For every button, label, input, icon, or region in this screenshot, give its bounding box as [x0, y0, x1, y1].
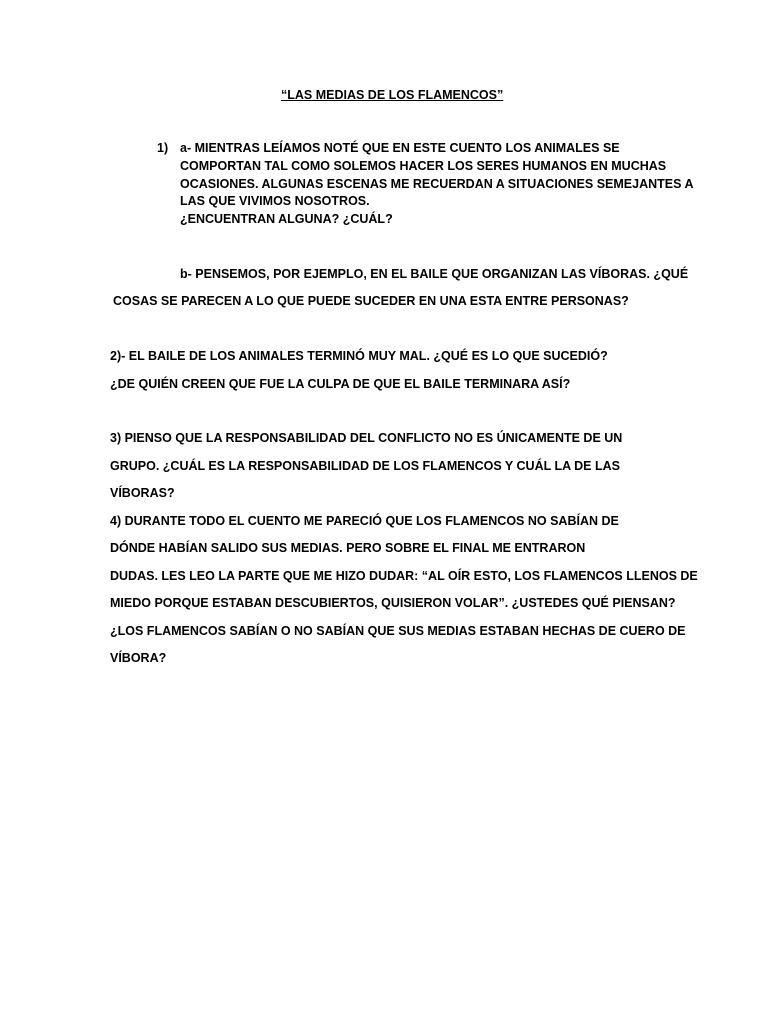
q1b-line-1: b- PENSEMOS, POR EJEMPLO, EN EL BAILE QUE ORGANIZAN LAS VÍBORAS. ¿QUÉ [180, 267, 689, 281]
q1a-line-1: a- MIENTRAS LEÍAMOS NOTÉ QUE EN ESTE CUENTO LOS ANIMALES SE [180, 141, 620, 155]
q1b-line-2: COSAS SE PARECEN A LO QUE PUEDE SUCEDER EN UNA ESTA ENTRE PERSONAS? [113, 294, 629, 308]
q1a-line-2: COMPORTAN TAL COMO SOLEMOS HACER LOS SERES HUMANOS EN MUCHAS [180, 159, 667, 173]
document-title: “LAS MEDIAS DE LOS FLAMENCOS” [281, 88, 504, 102]
q1a-line-4: LAS QUE VIVIMOS NOSOTROS. [180, 194, 370, 208]
q1a-line-3: OCASIONES. ALGUNAS ESCENAS ME RECUERDAN A SITUACIONES SEMEJANTES A [180, 177, 694, 191]
q2-line-2: ¿DE QUIÉN CREEN QUE FUE LA CULPA DE QUE EL BAILE TERMINARA ASÍ? [110, 377, 571, 391]
q4-line-1: 4) DURANTE TODO EL CUENTO ME PARECIÓ QUE LOS FLAMENCOS NO SABÍAN DE [110, 514, 619, 528]
q2-line-1: 2)- EL BAILE DE LOS ANIMALES TERMINÓ MUY MAL. ¿QUÉ ES LO QUE SUCEDIÓ? [110, 349, 608, 363]
q3-line-1: 3) PIENSO QUE LA RESPONSABILIDAD DEL CONFLICTO NO ES ÚNICAMENTE DE UN [110, 431, 623, 445]
q1-number: 1) [157, 141, 169, 155]
q4-line-6: VÍBORA? [110, 651, 167, 665]
q4-line-2: DÓNDE HABÍAN SALIDO SUS MEDIAS. PERO SOBRE EL FINAL ME ENTRARON [110, 541, 586, 555]
q3-line-2: GRUPO. ¿CUÁL ES LA RESPONSABILIDAD DE LOS FLAMENCOS Y CUÁL LA DE LAS [110, 459, 620, 473]
q4-line-4: MIEDO PORQUE ESTABAN DESCUBIERTOS, QUISIERON VOLAR”. ¿USTEDES QUÉ PIENSAN? [110, 596, 676, 610]
q4-line-3: DUDAS. LES LEO LA PARTE QUE ME HIZO DUDAR: “AL OÍR ESTO, LOS FLAMENCOS LLENOS DE [110, 569, 698, 583]
q4-line-5: ¿LOS FLAMENCOS SABÍAN O NO SABÍAN QUE SUS MEDIAS ESTABAN HECHAS DE CUERO DE [110, 624, 686, 638]
q1a-line-5: ¿ENCUENTRAN ALGUNA? ¿CUÁL? [180, 212, 393, 226]
q3-line-3: VÍBORAS? [110, 486, 175, 500]
